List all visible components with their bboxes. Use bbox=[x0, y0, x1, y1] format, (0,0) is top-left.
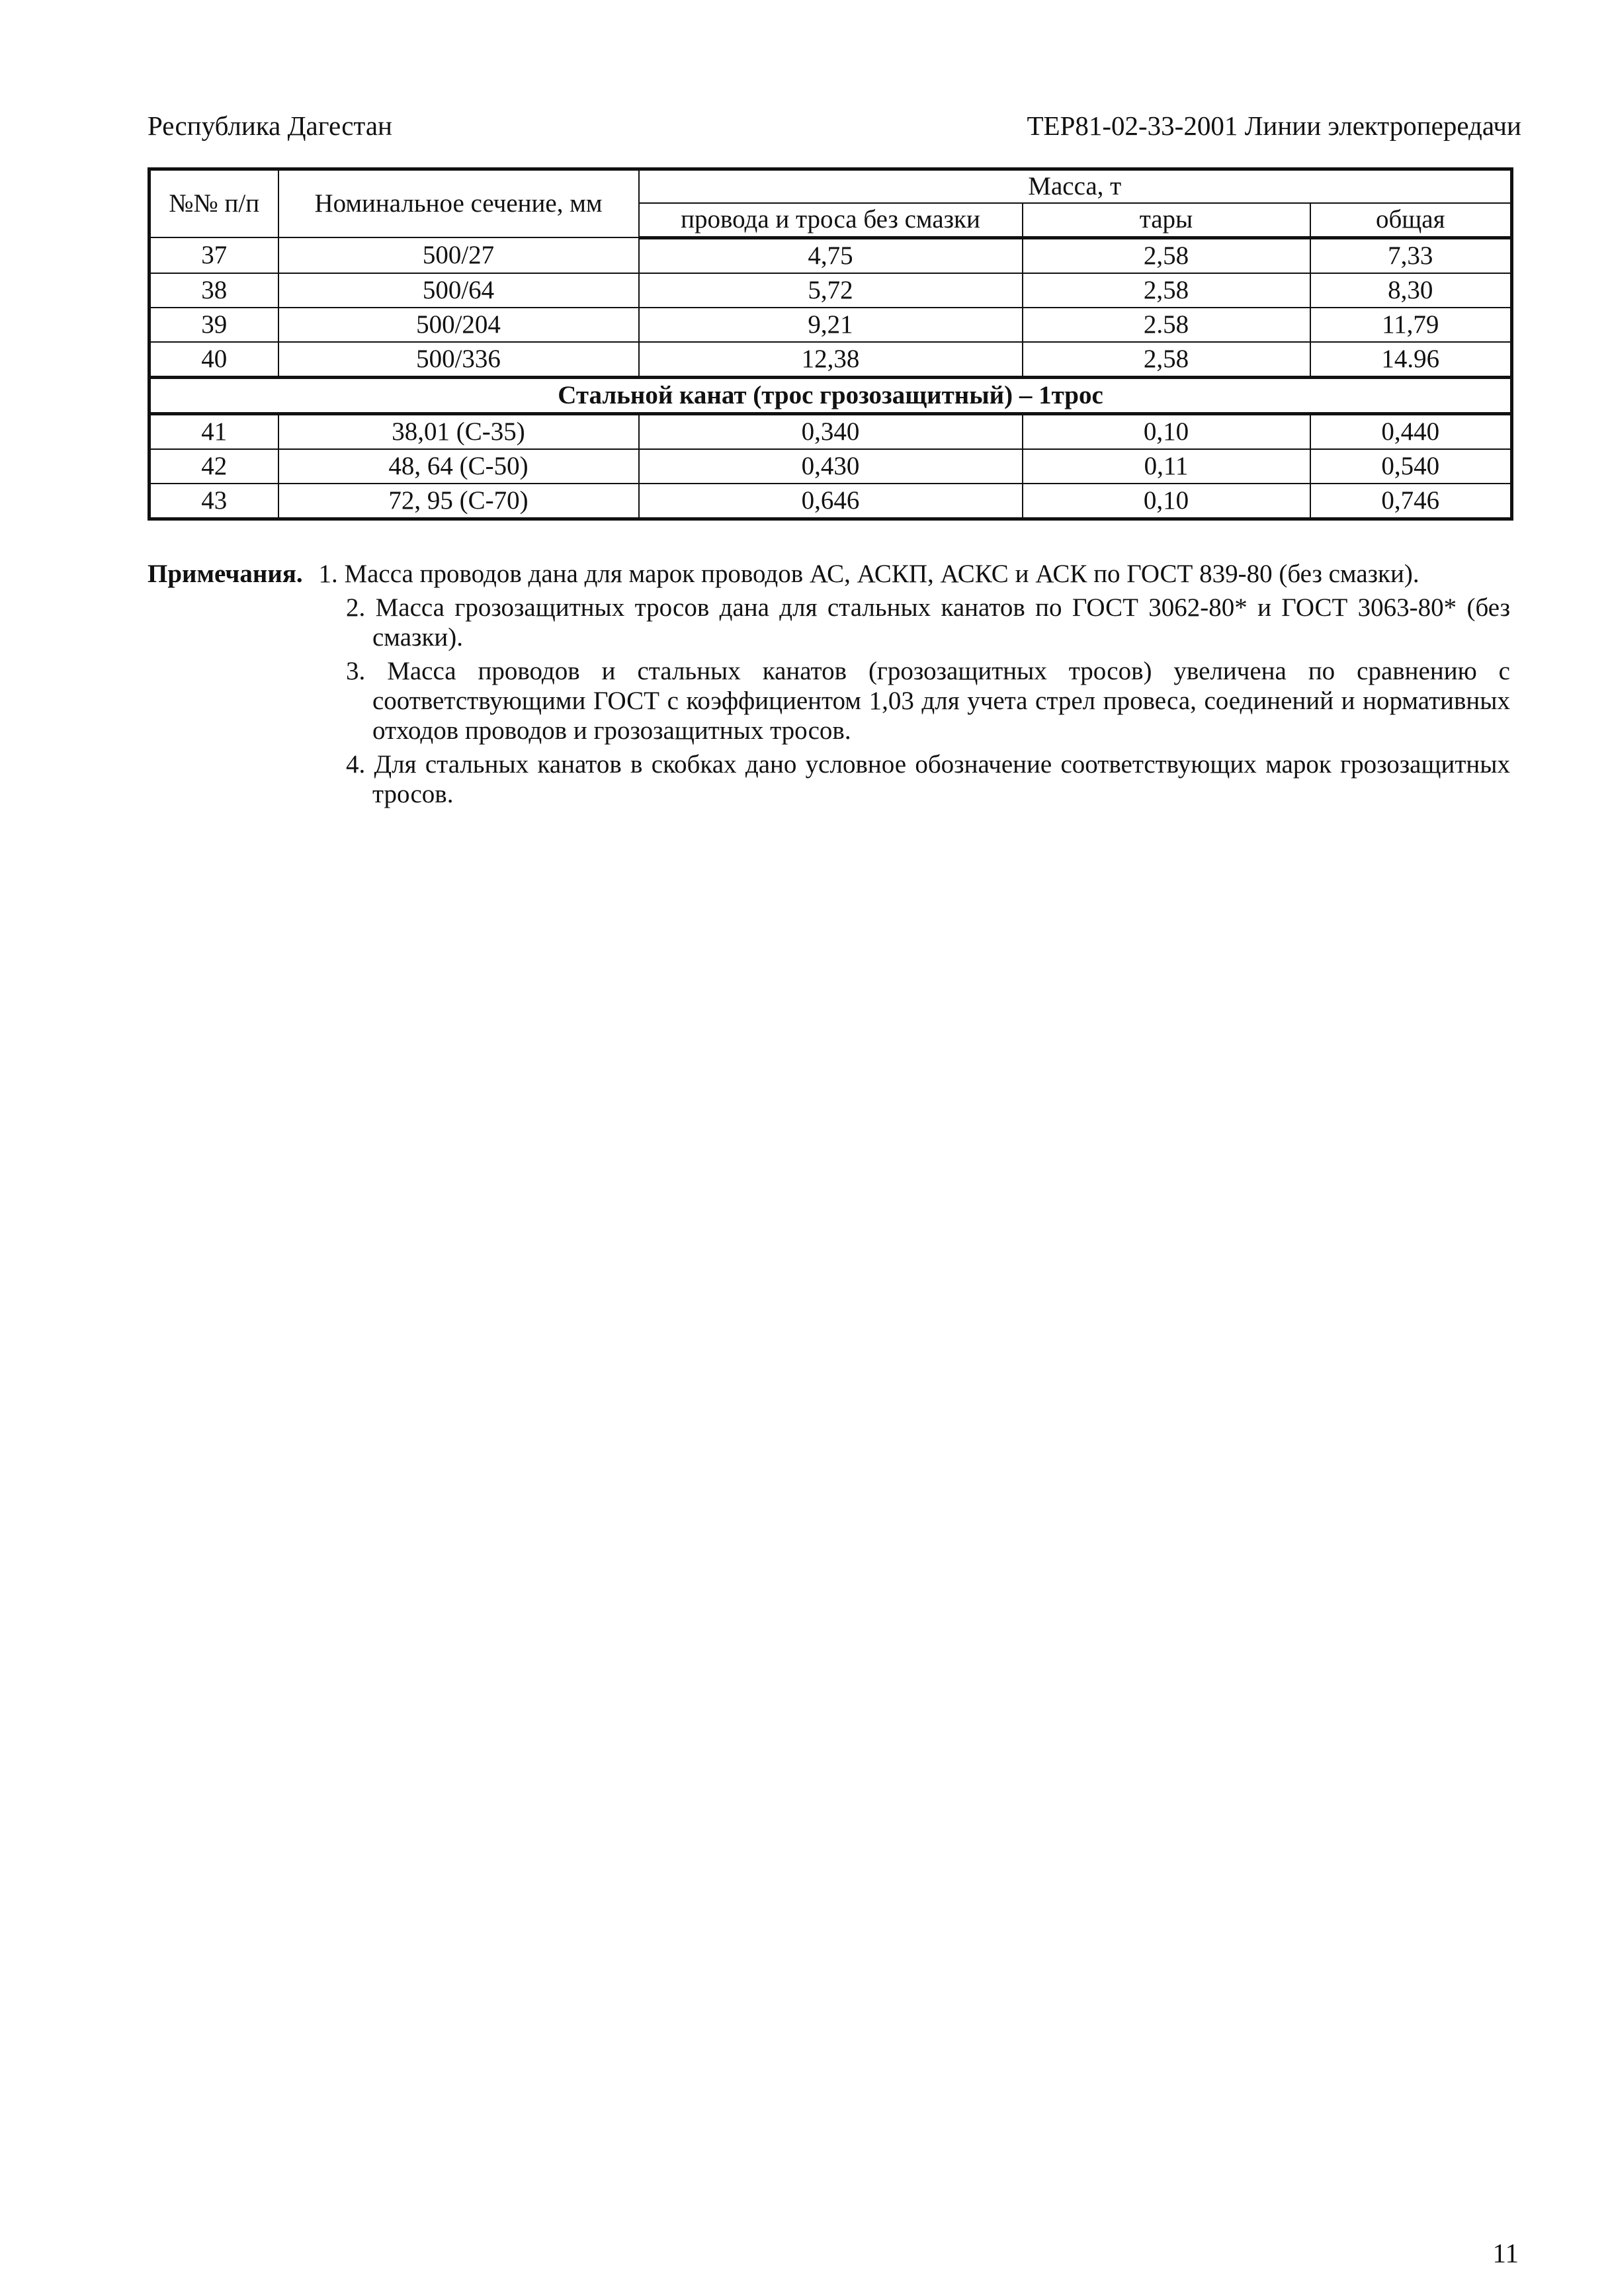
header-total-mass: общая bbox=[1310, 203, 1512, 237]
cell-total: 8,30 bbox=[1310, 273, 1512, 308]
cell-section: 500/64 bbox=[278, 273, 639, 308]
cell-section: 500/336 bbox=[278, 342, 639, 378]
cell-tare: 2,58 bbox=[1023, 342, 1310, 378]
cell-num: 40 bbox=[149, 342, 278, 378]
table-row bbox=[149, 342, 1512, 378]
cell-wire: 0,340 bbox=[639, 413, 1023, 449]
note-item-1: 1. Масса проводов дана для марок проводов АС, АСКП, АСКС и АСК по ГОСТ 839-80 (без смазки). bbox=[318, 560, 1419, 588]
table-row bbox=[149, 449, 1512, 484]
section-title: Стальной канат (трос грозозащитный) – 1трос bbox=[149, 377, 1512, 413]
cell-total: 7,33 bbox=[1310, 237, 1512, 273]
cell-total: 0,440 bbox=[1310, 413, 1512, 449]
header-tare-mass: тары bbox=[1023, 203, 1310, 237]
cell-num: 38 bbox=[149, 273, 278, 308]
cell-wire: 0,430 bbox=[639, 449, 1023, 484]
cell-section: 72, 95 (С-70) bbox=[278, 484, 639, 519]
note-item-4: 4. Для стальных канатов в скобках дано условное обозначение соответствующих марок грозозащитных тросов. bbox=[346, 750, 1510, 808]
table-row bbox=[149, 273, 1512, 308]
cell-wire: 9,21 bbox=[639, 308, 1023, 342]
page-number: 11 bbox=[1492, 2238, 1519, 2268]
table-section-row bbox=[149, 377, 1512, 413]
cell-tare: 0,10 bbox=[1023, 484, 1310, 519]
cell-tare: 2,58 bbox=[1023, 273, 1310, 308]
cell-total: 0,540 bbox=[1310, 449, 1512, 484]
mass-table bbox=[148, 167, 1513, 521]
cell-section: 38,01 (С-35) bbox=[278, 413, 639, 449]
table-row bbox=[149, 308, 1512, 342]
mass-table-container bbox=[148, 167, 1510, 521]
cell-num: 41 bbox=[149, 413, 278, 449]
cell-section: 48, 64 (С-50) bbox=[278, 449, 639, 484]
cell-section: 500/27 bbox=[278, 237, 639, 273]
cell-num: 37 bbox=[149, 237, 278, 273]
cell-total: 0,746 bbox=[1310, 484, 1512, 519]
cell-wire: 12,38 bbox=[639, 342, 1023, 378]
header-document-code: ТЕР81-02-33-2001 Линии электропередачи bbox=[1027, 110, 1521, 141]
cell-total: 14.96 bbox=[1310, 342, 1512, 378]
cell-num: 39 bbox=[149, 308, 278, 342]
cell-section: 500/204 bbox=[278, 308, 639, 342]
note-item-3: 3. Масса проводов и стальных канатов (грозозащитных тросов) увеличена по сравнению с соответствующими ГОСТ с коэффициентом 1,03 для учета стрел провеса, соединений и нормативных отходов проводов и грозозащитных тросов. bbox=[346, 657, 1510, 745]
cell-tare: 2.58 bbox=[1023, 308, 1310, 342]
header-mass-group: Масса, т bbox=[639, 169, 1512, 204]
notes-section bbox=[148, 559, 1510, 813]
cell-tare: 2,58 bbox=[1023, 237, 1310, 273]
cell-tare: 0,11 bbox=[1023, 449, 1310, 484]
cell-total: 11,79 bbox=[1310, 308, 1512, 342]
header-wire-mass: провода и троса без смазки bbox=[639, 203, 1023, 237]
table-row bbox=[149, 237, 1512, 273]
header-num: №№ п/п bbox=[149, 169, 278, 238]
note-first-line bbox=[148, 559, 1510, 589]
cell-num: 42 bbox=[149, 449, 278, 484]
note-item-2: 2. Масса грозозащитных тросов дана для стальных канатов по ГОСТ 3062-80* и ГОСТ 3063-80* (без смазки). bbox=[346, 593, 1510, 652]
cell-wire: 5,72 bbox=[639, 273, 1023, 308]
table-row bbox=[149, 413, 1512, 449]
cell-tare: 0,10 bbox=[1023, 413, 1310, 449]
cell-num: 43 bbox=[149, 484, 278, 519]
notes-label: Примечания. bbox=[148, 560, 303, 588]
table-row bbox=[149, 484, 1512, 519]
cell-wire: 4,75 bbox=[639, 237, 1023, 273]
header-region: Республика Дагестан bbox=[148, 110, 392, 141]
cell-wire: 0,646 bbox=[639, 484, 1023, 519]
header-section: Номинальное сечение, мм bbox=[278, 169, 639, 238]
